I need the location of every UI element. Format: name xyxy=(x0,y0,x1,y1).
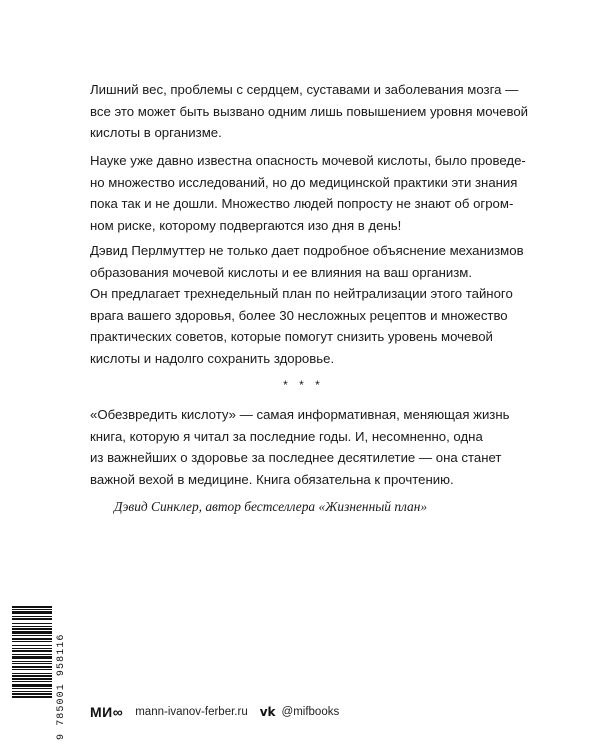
paragraph-intro xyxy=(90,79,550,144)
text-line: из важнейших о здоровье за последнее десятилетие — она станет xyxy=(90,450,502,465)
text-line: практических советов, которые помогут снизить уровень мочевой xyxy=(90,329,493,344)
quote-attribution: Дэвид Синклер, автор бестселлера «Жизненный план» xyxy=(114,499,428,514)
text-line: кислоты в организме. xyxy=(90,125,222,140)
barcode-bar xyxy=(12,626,52,627)
publisher-website-link[interactable]: mann-ivanov-ferber.ru xyxy=(135,706,248,718)
barcode-bar xyxy=(12,688,52,689)
text-line: пока так и не дошли. Множество людей попросту не знают об огром- xyxy=(90,196,514,211)
barcode-bar xyxy=(12,638,52,640)
barcode-bar xyxy=(12,661,52,662)
text-line: книга, которую я читал за последние годы. И, несомненно, одна xyxy=(90,428,483,444)
text-line: кислоты и надолго сохранить здоровье. xyxy=(90,350,335,366)
barcode-bar xyxy=(12,691,52,692)
barcode-bar xyxy=(12,628,52,630)
text-line: Он предлагает трехнедельный план по нейтрализации этого тайного xyxy=(90,286,513,301)
text-line: Науке уже давно известна опасность мочевой кислоты, было проведе- xyxy=(90,153,526,168)
social-handle-link[interactable]: @mifbooks xyxy=(281,706,340,718)
barcode-bar xyxy=(12,618,52,620)
review-quote xyxy=(90,404,550,490)
barcode-bar xyxy=(12,675,52,677)
text-line: все это может быть вызвано одним лишь повышением уровня мочевой xyxy=(90,103,529,119)
section-separator: * * * xyxy=(283,378,324,392)
text-line: но множество исследований, но до медицинской практики эти знания xyxy=(90,174,518,190)
barcode-bar xyxy=(12,681,52,682)
paragraph-science xyxy=(90,150,550,236)
text-line: важной вехой в медицине. Книга обязательна к прочтению. xyxy=(90,471,454,487)
publisher-logo: МИ∞ xyxy=(90,704,124,720)
barcode-bar xyxy=(12,641,52,642)
paragraph-author-plan xyxy=(90,240,550,369)
barcode-bar xyxy=(12,673,52,674)
barcode-bar xyxy=(12,635,52,636)
text-line: ном риске, которому подвергаются изо дня в день! xyxy=(90,217,402,233)
isbn-number: 9 785001 958116 xyxy=(56,633,67,740)
text-line: Лишний вес, проблемы с сердцем, суставами и заболевания мозга — xyxy=(90,82,519,97)
barcode-bar xyxy=(12,645,52,646)
barcode-bar xyxy=(12,650,52,652)
barcode-bar xyxy=(12,606,52,608)
barcode-bar xyxy=(12,648,52,649)
text-line: образования мочевой кислоты и ее влияния на ваш организм. xyxy=(90,264,473,280)
barcode-bar xyxy=(12,623,52,624)
vk-icon: vk xyxy=(259,705,276,719)
barcode-bar xyxy=(12,693,52,695)
barcode-bar xyxy=(12,656,52,659)
text-line: Дэвид Перлмуттер не только дает подробное объяснение механизмов xyxy=(90,243,524,258)
barcode-bar xyxy=(12,654,52,655)
barcode-bar xyxy=(12,611,52,614)
barcode-bar xyxy=(12,684,52,687)
barcode-bar xyxy=(12,678,52,680)
barcode-bar xyxy=(12,669,52,670)
barcode-bar xyxy=(12,616,52,617)
text-line: «Обезвредить кислоту» — самая информативная, меняющая жизнь xyxy=(90,407,510,422)
text-line: врага вашего здоровья, более 30 несложных рецептов и множество xyxy=(90,307,508,323)
barcode-bar xyxy=(12,663,52,664)
barcode-bar xyxy=(12,609,52,610)
publisher-footer xyxy=(90,702,339,722)
barcode-bar xyxy=(12,631,52,634)
barcode-bar xyxy=(12,696,52,698)
barcode-bar xyxy=(12,666,52,668)
